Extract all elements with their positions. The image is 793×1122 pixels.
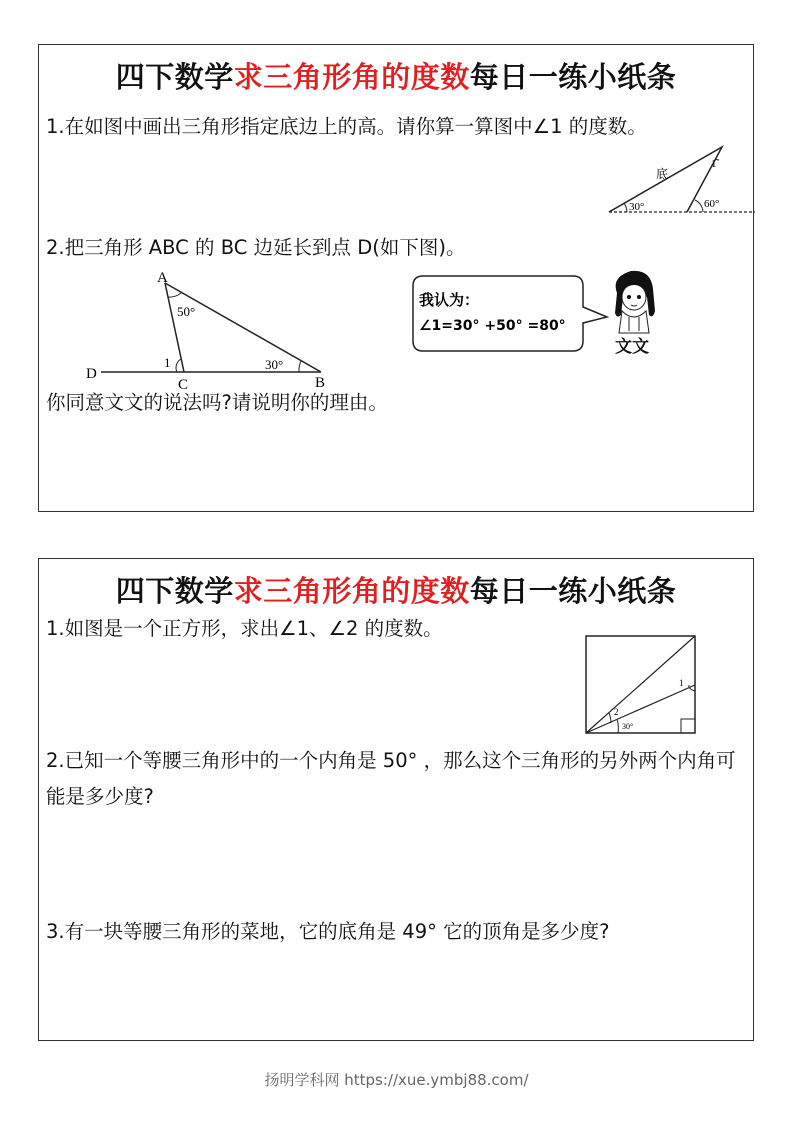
bubble-outline [413,276,607,351]
angle-1-label: 1 [679,678,684,688]
title-topic: 求三角形角的度数 [233,574,470,608]
question-1: 1.如图是一个正方形，求出∠1、∠2 的度数。 [46,617,443,640]
triangle-abc-figure [85,269,335,391]
bubble-line-2: ∠1=30° +50° =80° [419,318,566,334]
angle-30-label: 30° [265,357,284,372]
title-suffix: 每日一练小纸条 [469,60,677,94]
angle-1-label: 1 [164,355,171,370]
angle-30-label: 30° [629,201,645,213]
angle-arc-50 [168,293,181,297]
square-angle-figure [585,635,697,735]
angle-1-label: 1 [711,158,717,170]
card-title [39,569,753,610]
title-prefix: 四下数学 [115,60,234,94]
angle-30-label: 30° [622,722,634,731]
base-label: 底 [656,167,669,181]
question-1: 1.在如图中画出三角形指定底边上的高。请你算一算图中∠1 的度数。 [46,115,647,138]
title-suffix: 每日一练小纸条 [469,574,677,608]
character-name: 文文 [615,337,649,357]
question-2: 2.已知一个等腰三角形中的一个内角是 50° ，那么这个三角形的另外两个内角可能是多少度? [46,749,736,808]
bubble-line-1: 我认为： [419,291,480,309]
angle-arc-1 [176,359,181,372]
body [619,311,649,333]
point-b-label: B [315,375,326,391]
question-3: 3.有一块等腰三角形的菜地，它的底角是 49° 它的顶角是多少度? [46,920,610,943]
speech-bubble [411,275,611,353]
title-topic: 求三角形角的度数 [233,60,470,94]
angle-60-label: 60° [704,198,720,210]
question-2-followup: 你同意文文的说法吗?请说明你的理由。 [46,391,388,414]
triangle-figure-q1 [607,145,757,217]
angle-2-label: 2 [614,707,619,717]
title-prefix: 四下数学 [115,574,234,608]
angle-50-label: 50° [177,304,196,319]
point-d-label: D [86,366,97,382]
point-c-label: C [178,377,189,393]
right-eye [637,295,641,299]
footer-source: 扬明学科网 https://xue.ymbj88.com/ [264,1071,529,1089]
point-a-label: A [157,270,168,286]
angle-arc-30 [299,361,301,372]
left-eye [627,295,631,299]
worksheet-card-1 [38,44,754,512]
angle-arc-60 [695,200,703,212]
angle-arc-30 [624,203,627,212]
girl-character-illustration [605,267,665,335]
worksheet-card-2 [38,558,754,1041]
card-title [39,55,753,96]
question-2: 2.把三角形 ABC 的 BC 边延长到点 D(如下图)。 [46,236,466,259]
side-ab [165,283,321,372]
